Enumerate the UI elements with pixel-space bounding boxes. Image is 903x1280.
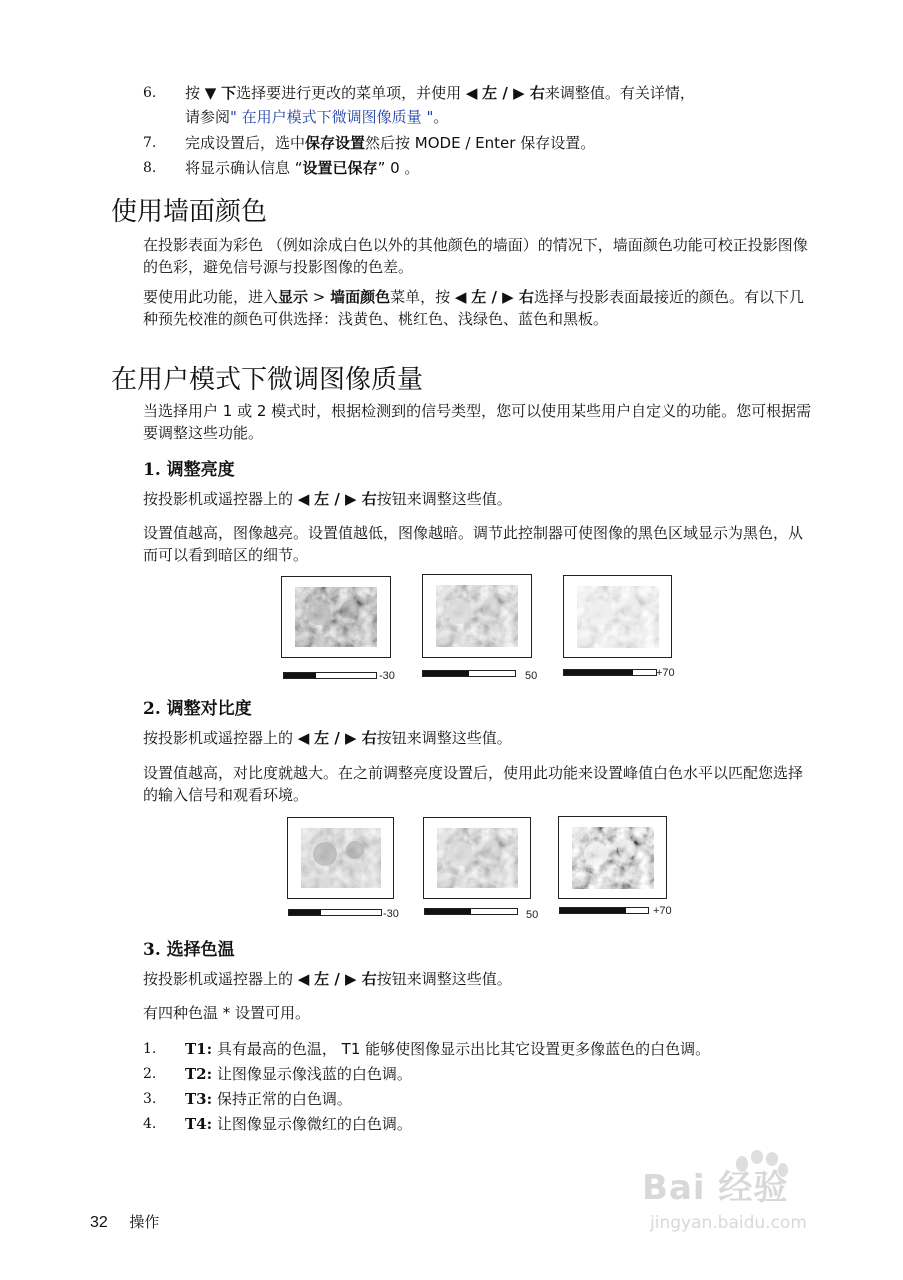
key-right: 右 bbox=[361, 970, 377, 988]
option-name: T1: bbox=[185, 1040, 213, 1058]
step-number: 7. bbox=[143, 135, 157, 151]
text-part: 来调整值。有关详情， bbox=[544, 84, 695, 102]
message-term: 设置已保存 bbox=[302, 159, 378, 177]
option-number: 2. bbox=[143, 1066, 157, 1082]
key-right: 右 bbox=[529, 84, 545, 102]
brightness-description: 设置值越高，图像越亮。设置值越低，图像越暗。调节此控制器可使图像的黑色区域显示为黑色，从而可以看到暗区的细节。 bbox=[143, 524, 804, 564]
key-sep: / ▶ bbox=[497, 84, 530, 102]
level-fill bbox=[423, 671, 469, 676]
key-right: 右 bbox=[361, 729, 377, 747]
sample-photo bbox=[436, 585, 518, 647]
option-desc: 让图像显示像微红的白色调。 bbox=[212, 1115, 412, 1133]
heading-title: 调整亮度 bbox=[166, 460, 235, 480]
level-fill bbox=[289, 910, 321, 915]
text-part: 菜单，按 ◀ bbox=[390, 288, 472, 306]
step-number: 6. bbox=[143, 85, 157, 101]
step-number: 8. bbox=[143, 160, 157, 176]
level-fill bbox=[284, 673, 316, 678]
level-fill bbox=[560, 908, 626, 913]
page-footer bbox=[90, 1211, 159, 1234]
text-part: 。 bbox=[433, 108, 449, 126]
text-part: 请参阅 bbox=[185, 108, 231, 126]
option-number: 4. bbox=[143, 1116, 157, 1132]
section-title-user-mode: 在用户模式下微调图像质量 bbox=[111, 365, 424, 395]
key-right: 右 bbox=[518, 288, 534, 306]
option-desc: 保持正常的白色调。 bbox=[212, 1090, 352, 1108]
step-text bbox=[185, 82, 695, 105]
key-left: 左 bbox=[482, 84, 498, 102]
key-sep: / ▶ bbox=[486, 288, 519, 306]
baidu-watermark bbox=[640, 1150, 860, 1260]
watermark-url: jingyan.baidu.com bbox=[650, 1213, 807, 1233]
level-label: +70 bbox=[656, 667, 675, 679]
sample-photo bbox=[572, 827, 654, 889]
text-part: 按投影机或遥控器上的 ◀ bbox=[143, 970, 315, 988]
text-part: 按 ▼ bbox=[185, 84, 222, 102]
level-label: 50 bbox=[526, 909, 539, 921]
key-left: 左 bbox=[314, 970, 330, 988]
page-number: 32 bbox=[90, 1214, 108, 1231]
sample-photo bbox=[437, 828, 518, 888]
brightness-level-bar bbox=[283, 672, 377, 679]
wall-color-para-1: 在投影表面为彩色 （例如涂成白色以外的其他颜色的墙面）的情况下，墙面颜色功能可校正投影图像的色彩，避免信号源与投影图像的色差。 bbox=[143, 236, 808, 276]
menu-term: 显示 bbox=[278, 288, 309, 306]
contrast-sample-frame-low bbox=[287, 817, 394, 899]
heading-title: 调整对比度 bbox=[166, 699, 252, 719]
option-name: T2: bbox=[185, 1065, 213, 1083]
brightness-level-bar bbox=[422, 670, 516, 677]
watermark-logo-text: Bai 经验 bbox=[642, 1168, 789, 1208]
text-part: 按钮来调整这些值。 bbox=[376, 729, 512, 747]
menu-term: 保存设置 bbox=[305, 134, 366, 152]
footer-section: 操作 bbox=[129, 1213, 160, 1231]
step-text bbox=[185, 106, 448, 129]
option-text bbox=[185, 1038, 710, 1061]
sample-photo bbox=[301, 828, 381, 888]
step-text bbox=[185, 132, 595, 155]
brightness-sample-frame-high bbox=[563, 575, 672, 658]
color-temp-instruction bbox=[143, 968, 813, 990]
key-left: 左 bbox=[471, 288, 487, 306]
brightness-heading bbox=[143, 458, 235, 482]
brightness-instruction bbox=[143, 488, 813, 510]
heading-number: 1. bbox=[143, 460, 161, 480]
option-number: 1. bbox=[143, 1041, 157, 1057]
option-number: 3. bbox=[143, 1091, 157, 1107]
option-desc: 具有最高的色温， T1 能够使图像显示出比其它设置更多像蓝色的白色调。 bbox=[212, 1040, 711, 1058]
section-title-wall-color: 使用墙面颜色 bbox=[111, 197, 268, 227]
text-part: > bbox=[308, 288, 331, 306]
key-right: 右 bbox=[361, 490, 377, 508]
section-link[interactable]: " 在用户模式下微调图像质量 " bbox=[230, 108, 434, 126]
contrast-description: 设置值越高，对比度就越大。在之前调整亮度设置后，使用此功能来设置峰值白色水平以匹配您选择的输入信号和观看环境。 bbox=[143, 764, 804, 804]
level-label: -30 bbox=[379, 670, 395, 682]
wall-color-para-2 bbox=[143, 286, 813, 330]
text-part: 按钮来调整这些值。 bbox=[376, 970, 512, 988]
text-part: 要使用此功能，进入 bbox=[143, 288, 279, 306]
key-down: 下 bbox=[221, 84, 237, 102]
text-part: 按投影机或遥控器上的 ◀ bbox=[143, 490, 315, 508]
contrast-level-bar bbox=[559, 907, 649, 914]
step-text bbox=[185, 157, 419, 180]
key-sep: / ▶ bbox=[329, 729, 362, 747]
text-part: 选择要进行更改的菜单项，并使用 ◀ bbox=[236, 84, 483, 102]
contrast-sample-frame-high bbox=[558, 816, 667, 899]
color-temp-heading bbox=[143, 938, 235, 962]
color-temp-intro: 有四种色温 * 设置可用。 bbox=[143, 1004, 311, 1022]
contrast-sample-frame-mid bbox=[423, 817, 531, 899]
key-sep: / ▶ bbox=[329, 490, 362, 508]
text-part: 按钮来调整这些值。 bbox=[376, 490, 512, 508]
brightness-sample-frame-low bbox=[281, 576, 391, 658]
text-part: ” 0 。 bbox=[377, 159, 420, 177]
heading-title: 选择色温 bbox=[166, 940, 235, 960]
contrast-heading bbox=[143, 697, 252, 721]
option-desc: 让图像显示像浅蓝的白色调。 bbox=[212, 1065, 412, 1083]
text-part: 然后按 MODE / Enter 保存设置。 bbox=[365, 134, 596, 152]
key-left: 左 bbox=[314, 490, 330, 508]
heading-number: 2. bbox=[143, 699, 161, 719]
sample-photo bbox=[577, 586, 659, 648]
brightness-level-bar bbox=[563, 669, 657, 676]
option-text bbox=[185, 1113, 412, 1136]
key-sep: / ▶ bbox=[329, 970, 362, 988]
text-part: 将显示确认信息 “ bbox=[185, 159, 303, 177]
option-name: T3: bbox=[185, 1090, 213, 1108]
level-label: -30 bbox=[383, 908, 399, 920]
text-part: 完成设置后，选中 bbox=[185, 134, 306, 152]
contrast-level-bar bbox=[424, 908, 518, 915]
user-mode-intro: 当选择用户 1 或 2 模式时，根据检测到的信号类型，您可以使用某些用户自定义的功能。您可根据需要调整这些功能。 bbox=[143, 402, 812, 442]
key-left: 左 bbox=[314, 729, 330, 747]
level-fill bbox=[564, 670, 633, 675]
menu-term: 墙面颜色 bbox=[330, 288, 391, 306]
sample-photo bbox=[295, 587, 377, 647]
contrast-instruction bbox=[143, 727, 813, 749]
option-text bbox=[185, 1063, 412, 1086]
heading-number: 3. bbox=[143, 940, 161, 960]
level-label: +70 bbox=[653, 905, 672, 917]
contrast-level-bar bbox=[288, 909, 382, 916]
option-name: T4: bbox=[185, 1115, 213, 1133]
brightness-sample-frame-mid bbox=[422, 574, 532, 658]
text-part: 按投影机或遥控器上的 ◀ bbox=[143, 729, 315, 747]
level-fill bbox=[425, 909, 471, 914]
level-label: 50 bbox=[525, 670, 538, 682]
option-text bbox=[185, 1088, 352, 1111]
text-part: 选择与投影表面最接近的颜色。有以下几种预先校准的颜色可供选择：浅黄色、桃红色、浅绿色、蓝色和黑板。 bbox=[143, 288, 804, 328]
